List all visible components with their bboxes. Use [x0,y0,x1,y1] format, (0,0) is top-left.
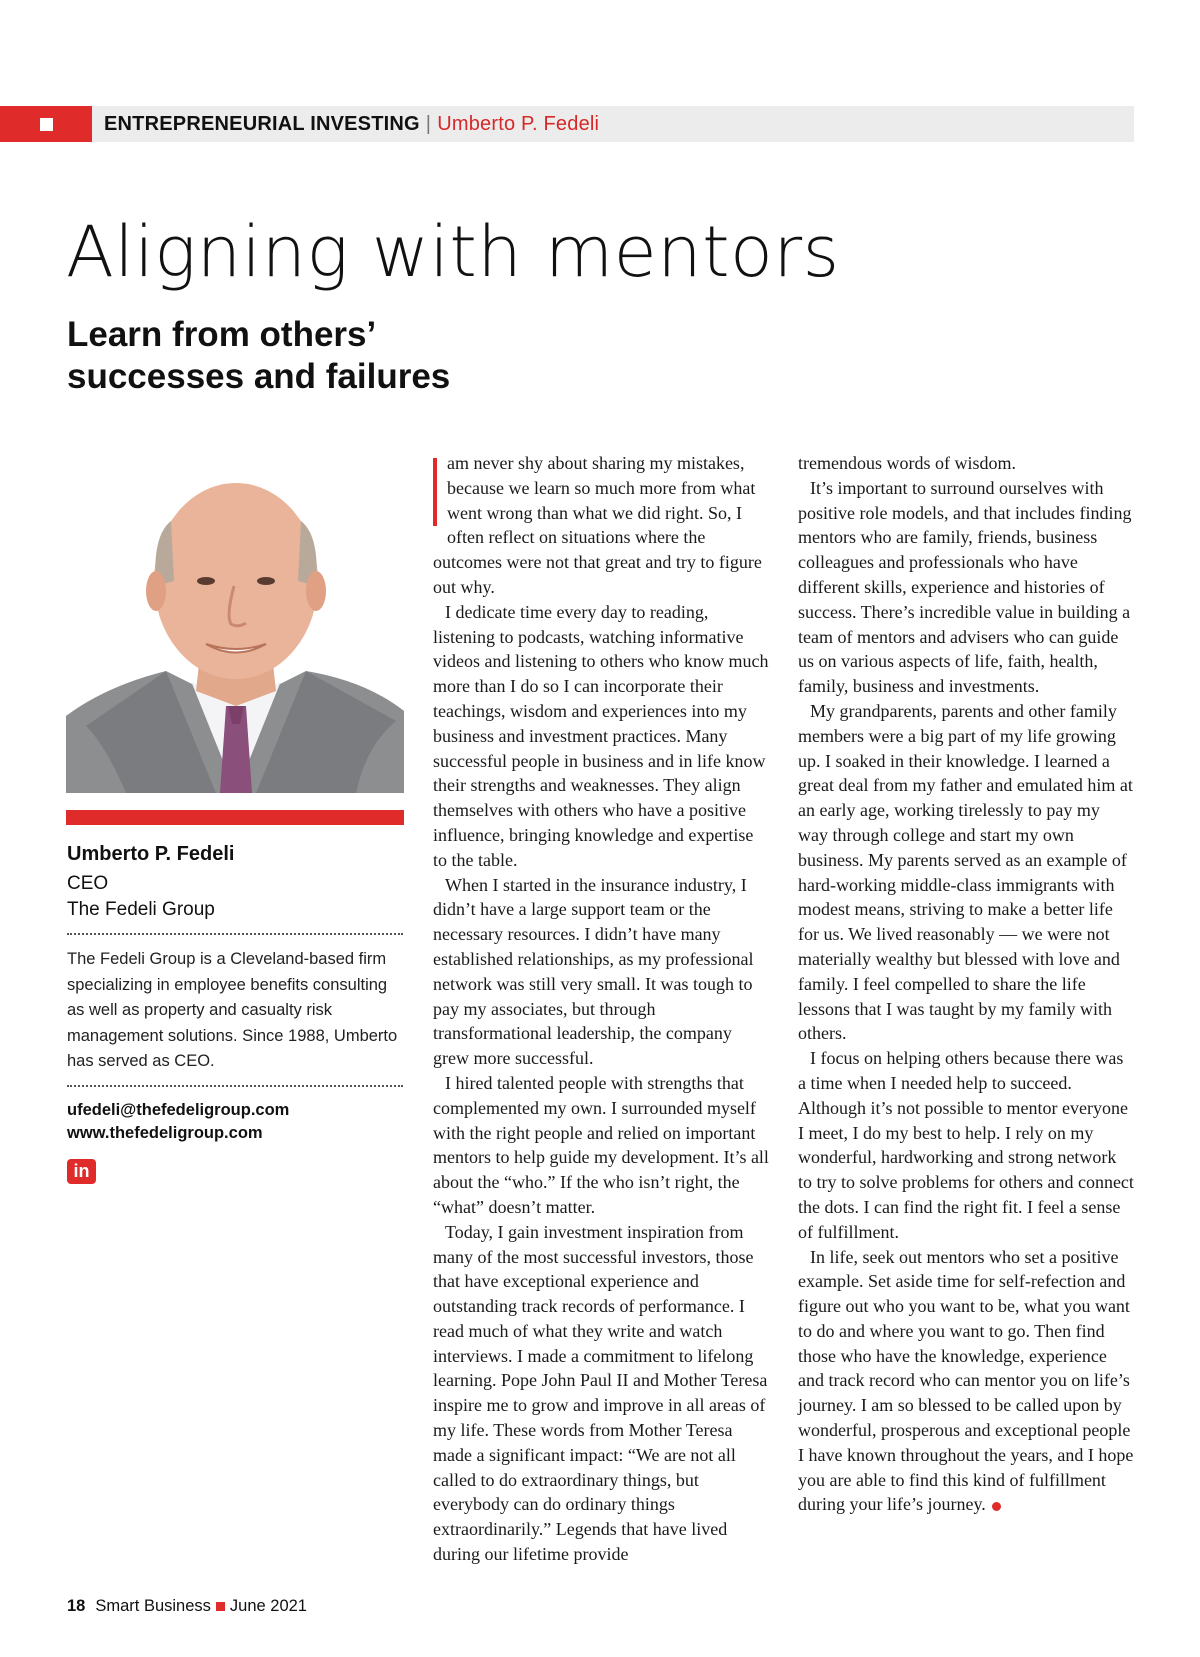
bio-description: The Fedeli Group is a Cleveland-based firm specializing in employee benefits consulting as well as property and casualty risk management solutions. Since 1988, Umberto has served as CEO. [67,950,398,1070]
end-mark-icon [992,1502,1001,1511]
body-paragraph: It’s important to surround ourselves with positive role models, and that includes finding mentors who are family, friends, business colleagues and professionals who have different skills, experience and histories of success. There’s incredible value in building a team of mentors and advisers who can guide us on various aspects of life, faith, health, family, business and investments. [798,477,1132,697]
article-subtitle: Learn from others’ successes and failures [67,315,451,396]
body-column-2 [798,451,1134,1517]
footer-square-icon [216,1602,225,1611]
body-column-1 [433,451,769,1567]
dropcap-bar [433,458,437,526]
body-paragraph: am never shy about sharing my mistakes, because we learn so much more from what went wrong than what we did right. So, I often reflect on situations where the outcomes were not that great and try to figure out why. [433,453,762,597]
author-bio [67,843,403,1184]
header-text [104,113,599,136]
body-paragraph: When I started in the insurance industry, I didn’t have a large support team or the necessary resources. I didn’t have many established relationships, as my professional network was still very small. It was tough to pay my associates, but through transformational leadership, the company grew more successful. [433,874,754,1069]
bio-name: Umberto P. Fedeli [67,843,235,865]
page-footer [67,1597,307,1616]
linkedin-icon[interactable]: in [67,1159,96,1184]
bio-role: CEO [67,873,109,894]
section-header [0,106,1134,142]
section-label: ENTREPRENEURIAL INVESTING [104,112,420,135]
body-paragraph: In life, seek out mentors who set a positive example. Set aside time for self-refection and figure out who you want to be, what you want to do and where you want to go. Then find those who have the knowledge, experience and track record who can mentor you on life’s journey. I am so blessed to be called upon by wonderful, prosperous and exceptional people I have known throughout the years, and I hope you are able to find this kind of fulfillment during your life’s journey. [798,1246,1134,1515]
page-number: 18 [67,1597,86,1615]
body-paragraph: I focus on helping others because there was a time when I needed help to succeed. Although it’s not possible to mentor everyone I meet, I do my best to help. I rely on my wonderful, hardworking and strong network to try to solve problems for others and connect the dots. I can find the right fit. I feel a sense of fulfillment. [798,1048,1134,1242]
bio-red-rule [66,810,404,825]
header-square-icon [40,118,53,131]
body-paragraph: My grandparents, parents and other family members were a big part of my life growing up. I soaked in their knowledge. I learned a great deal from my father and emulated him at an early age, working tirelessly to pay my way through college and start my own business. My parents served as an example of hard-working middle-class immigrants with modest means, striving to make a better life for us. We lived reasonably — we were not materially wealthy but blessed with love and family. I feel compelled to share the life lessons that I was taught by my family with others. [798,700,1133,1044]
body-paragraph: I dedicate time every day to reading, listening to podcasts, watching informative videos and listening to others who know much more than I do so I can incorporate their teachings, wisdom and experiences into my business and investment practices. Many successful people in business and in life know their strengths and weaknesses. They align themselves with others who have a positive influence, bringing knowledge and expertise to the table. [433,601,769,870]
body-paragraph: tremendous words of wisdom. [798,453,1016,473]
portrait-illustration [66,466,404,793]
header-accent-block [0,106,92,142]
divider [67,933,403,935]
article-title: Aligning with mentors [66,211,840,293]
author-photo [66,466,404,793]
publication-name: Smart Business [95,1597,211,1615]
header-separator: | [425,112,432,135]
bio-website-link[interactable]: www.thefedeligroup.com [67,1123,263,1142]
body-paragraph: I hired talented people with strengths that complemented my own. I surrounded myself with the right people and relied on important mentors to help guide my development. It’s all about the “who.” If the who isn’t right, the “what” doesn’t matter. [433,1072,769,1217]
issue-date: June 2021 [229,1597,307,1615]
bio-company: The Fedeli Group [67,899,215,920]
divider [67,1085,403,1087]
body-paragraph: Today, I gain investment inspiration from many of the most successful investors, those that have exceptional experience and outstanding track records of performance. I read much of what they write and watch interviews. I made a commitment to lifelong learning. Pope John Paul II and Mother Teresa inspire me to grow and improve in all areas of my life. These words from Mother Teresa made a significant impact: “We are not all called to do extraordinary things, but everybody can do ordinary things extraordinarily.” Legends that have lived during our lifetime provide [433,1221,768,1565]
bio-email-link[interactable]: ufedeli@thefedeligroup.com [67,1100,290,1119]
header-author: Umberto P. Fedeli [437,112,600,135]
